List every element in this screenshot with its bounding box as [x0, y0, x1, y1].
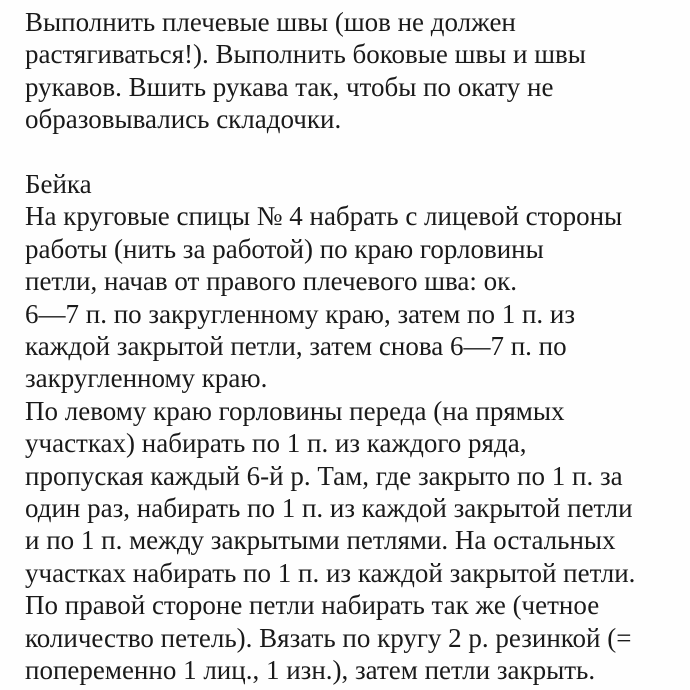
text-line: 6—7 п. по закругленному краю, затем по 1 п. из — [25, 298, 576, 329]
text-line: один раз, набирать по 1 п. из каждой закрытой петли — [25, 493, 633, 524]
paragraph-neckband-instructions — [25, 168, 674, 687]
text-line: пропуская каждый 6-й р. Там, где закрыто по 1 п. за — [25, 460, 623, 491]
text-line: участках) набирать по 1 п. из каждого ряда, — [25, 428, 527, 459]
text-line: работы (нить за работой) по краю горловины — [25, 233, 544, 264]
text-line: Выполнить плечевые швы (шов не должен — [25, 7, 516, 37]
text-line: участках набирать по 1 п. из каждой закрытой петли. — [25, 557, 636, 588]
text-line: закругленному краю. — [25, 363, 268, 394]
text-line: каждой закрытой петли, затем снова 6—7 п. по — [25, 331, 567, 362]
text-line: рукавов. Вшить рукава так, чтобы по окату не — [25, 71, 554, 102]
paragraph-assembly-instructions — [25, 6, 674, 136]
text-line: образовывались складочки. — [25, 104, 342, 135]
text-line: петли, начав от правого плечевого шва: ок. — [25, 266, 518, 297]
text-line: и по 1 п. между закрытыми петлями. На остальных — [25, 525, 616, 556]
text-line: растягиваться!). Выполнить боковые швы и швы — [25, 39, 586, 70]
text-line: попеременно 1 лиц., 1 изн.), затем петли закрыть. — [25, 655, 596, 686]
text-line: количество петель). Вязать по кругу 2 р. резинкой (= — [25, 622, 632, 653]
text-line: По левому краю горловины переда (на прямых — [25, 395, 565, 426]
text-line: По правой стороне петли набирать так же (четное — [25, 590, 600, 621]
text-line: На круговые спицы № 4 набрать с лицевой стороны — [25, 201, 623, 232]
text-line: Бейка — [25, 169, 92, 200]
